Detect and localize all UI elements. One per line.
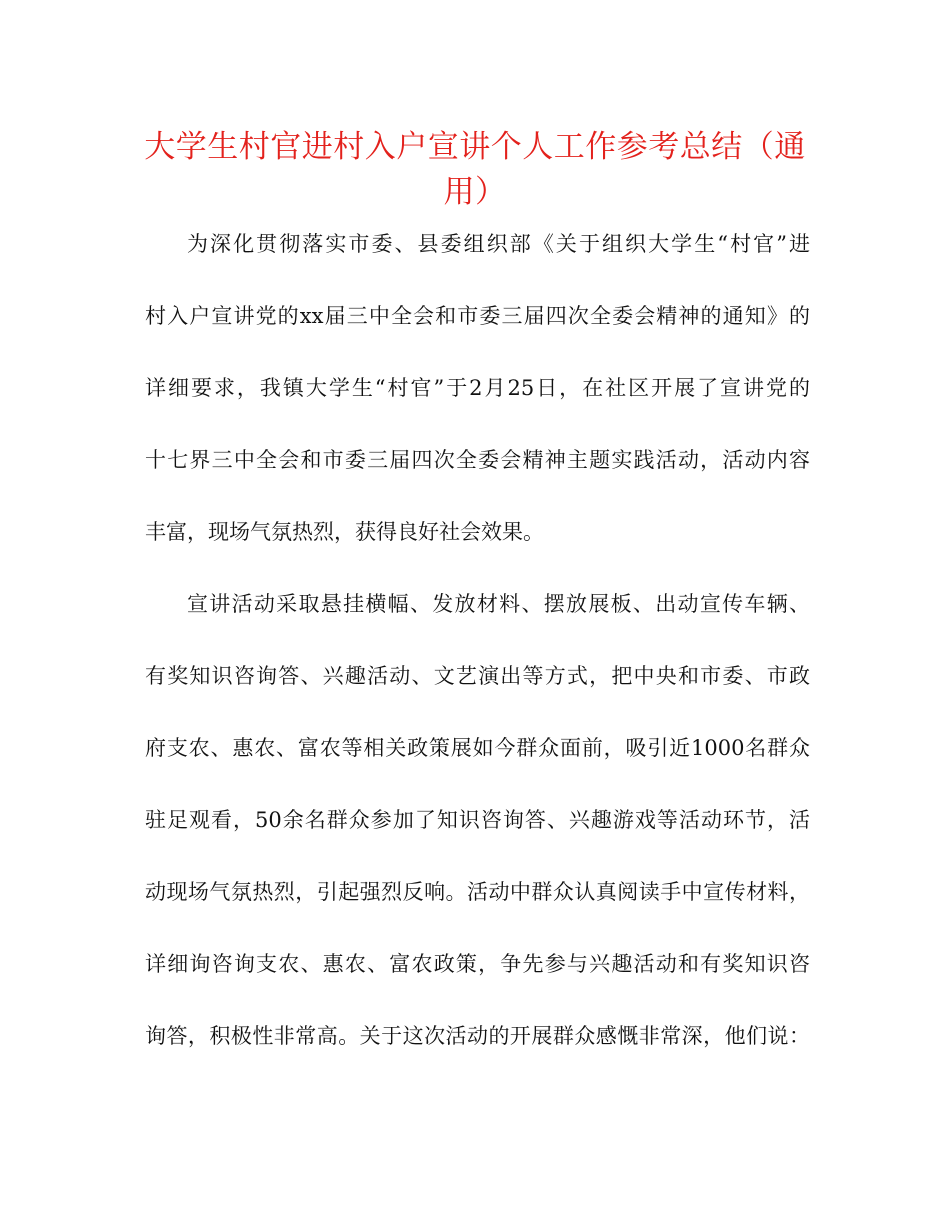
text-line: 详细要求，我镇大学生“村官”于2月25日，在社区开展了宣讲党的	[145, 376, 810, 400]
text-line: 府支农、惠农、富农等相关政策展如今群众面前，吸引近1000名群众	[145, 736, 810, 760]
text-line: 询答，积极性非常高。关于这次活动的开展群众感慨非常深，他们说：	[145, 1024, 810, 1048]
text-line: 有奖知识咨询答、兴趣活动、文艺演出等方式，把中央和市委、市政	[145, 664, 810, 688]
text-line: 宣讲活动采取悬挂横幅、发放材料、摆放展板、出动宣传车辆、	[187, 592, 810, 616]
text-line: 丰富，现场气氛热烈，获得良好社会效果。	[145, 520, 544, 544]
text-line: 十七界三中全会和市委三届四次全委会精神主题实践活动，活动内容	[145, 448, 810, 472]
text-line: 动现场气氛热烈，引起强烈反响。活动中群众认真阅读手中宣传材料，	[145, 880, 810, 904]
paragraph	[145, 580, 810, 1060]
text-line: 驻足观看，50余名群众参加了知识咨询答、兴趣游戏等活动环节，活	[145, 808, 810, 832]
paragraph	[145, 220, 810, 556]
text-line: 详细询咨询支农、惠农、富农政策，争先参与兴趣活动和有奖知识咨	[145, 952, 810, 976]
text-line: 为深化贯彻落实市委、县委组织部《关于组织大学生“村官”进	[187, 232, 810, 256]
document-title: 大学生村官进村入户宣讲个人工作参考总结（通用）	[144, 129, 806, 210]
text-line: 村入户宣讲党的xx届三中全会和市委三届四次全委会精神的通知》的	[145, 304, 810, 328]
document-body	[145, 220, 810, 1084]
